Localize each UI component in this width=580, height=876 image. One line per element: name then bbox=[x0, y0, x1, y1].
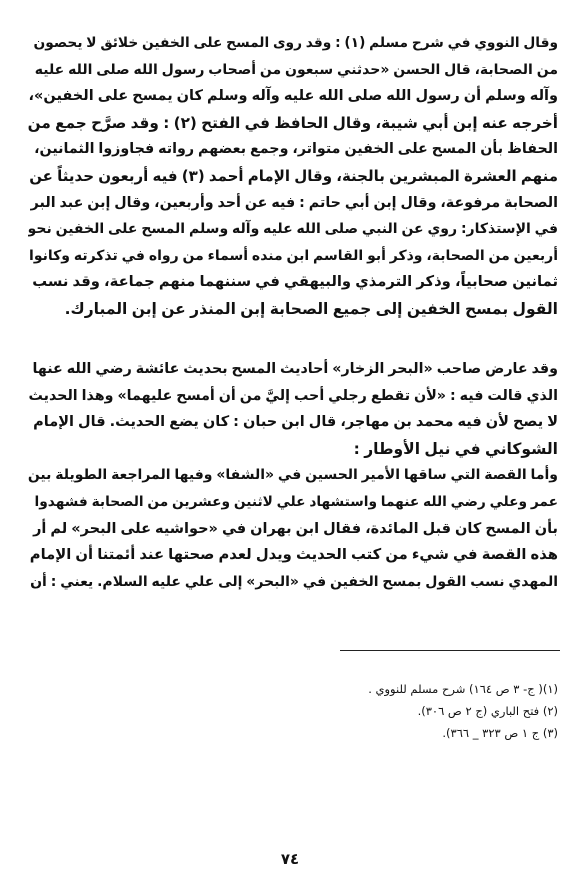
text-line: هذه القصة في شيء من كتب الحديث ويدل لعدم صحتها عند أئمتنا أن الإمام bbox=[29, 546, 558, 564]
footnote-divider bbox=[340, 650, 560, 651]
text-line: وأما القصة التي ساقها الأمير الحسين في «الشفا» وفيها المراجعة الطويلة بين bbox=[28, 467, 558, 484]
text-line: الحفاظ بأن المسح على الخفين متواتر، وجمع بعضهم رواته فجاوزوا الثمانين، bbox=[34, 141, 558, 158]
text-line: الصحابة مرفوعة، وقال إبن أبي حاتم : فيه عن أحد وأربعين، وقال إبن عبد البر bbox=[30, 194, 558, 211]
text-line: المهدي نسب القول بمسح الخفين في «البحر» إلى علي عليه السلام. يعني : أن bbox=[30, 573, 558, 590]
text-line: ثمانين صحابياً، وذكر الترمذي والبيهقي في سننهما منهم جماعة، وقد نسب bbox=[32, 273, 558, 291]
footnote-item: (١)( ج- ٣ ص ١٦٤) شرح مسلم للنووي . bbox=[368, 682, 558, 696]
text-line: الذي قالت فيه : «لأن تقطع رجلي أحب إليَّ من أن أمسح عليهما» وهذا الحديث bbox=[28, 387, 558, 404]
text-line: وقد عارض صاحب «البحر الزخار» أحاديث المسح بحديث عائشة رضي الله عنها bbox=[32, 361, 558, 377]
text-line: أخرجه عنه إبن أبي شيبة، وقال الحافظ في الفتح (٢) : وقد صرَّح جمع من bbox=[28, 113, 558, 132]
text-line: القول بمسح الخفين إلى جميع الصحابة إبن المنذر عن إبن المبارك. bbox=[64, 299, 558, 318]
body-paragraph-2 bbox=[28, 356, 558, 595]
footnotes-list bbox=[200, 678, 558, 744]
text-line: الشوكاني في نيل الأوطار : bbox=[353, 439, 558, 458]
text-line: عمر وعلي رضي الله عنهما واستشهاد علي لاثنين وعشرين من الصحابة فشهدوا bbox=[34, 493, 558, 510]
text-line: من الصحابة، قال الحسن «حدثني سبعون من أصحاب رسول الله صلى الله عليه bbox=[34, 61, 558, 78]
text-line: وقال النووي في شرح مسلم (١) : وقد روى المسح على الخفين خلائق لا يحصون bbox=[33, 35, 558, 51]
text-line: أربعين من الصحابة، وذكر أبو القاسم ابن منده أسماء من رواه في تذكرته وكانوا bbox=[29, 247, 558, 264]
text-line: لا يصح لأن فيه محمد بن مهاجر، قال ابن حبان : كان يضع الحديث. قال الإمام bbox=[33, 414, 558, 431]
text-line: منهم العشرة المبشرين بالجنة، وقال الإمام أحمد (٣) فيه أربعون حديثاً عن bbox=[29, 166, 558, 185]
text-line: في الإستذكار: روي عن النبي صلى الله عليه وآله وسلم المسح على الخفين نحو bbox=[28, 221, 558, 238]
body-paragraph-1 bbox=[28, 30, 558, 323]
footnote-item: (٣) ج ١ ص ٣٢٣ _ ٣٦٦). bbox=[442, 726, 558, 740]
text-line: وآله وسلم أن رسول الله صلى الله عليه وآله وسلم كان يمسح على الخفين»، bbox=[28, 88, 558, 105]
footnote-item: (٢) فتح الباري (ج ٢ ص ٣٠٦). bbox=[417, 704, 558, 718]
text-line: بأن المسح كان قبل المائدة، فقال ابن بهران في «حواشيه على البحر» لم أر bbox=[33, 520, 558, 537]
page-number: ٧٤ bbox=[280, 850, 300, 868]
